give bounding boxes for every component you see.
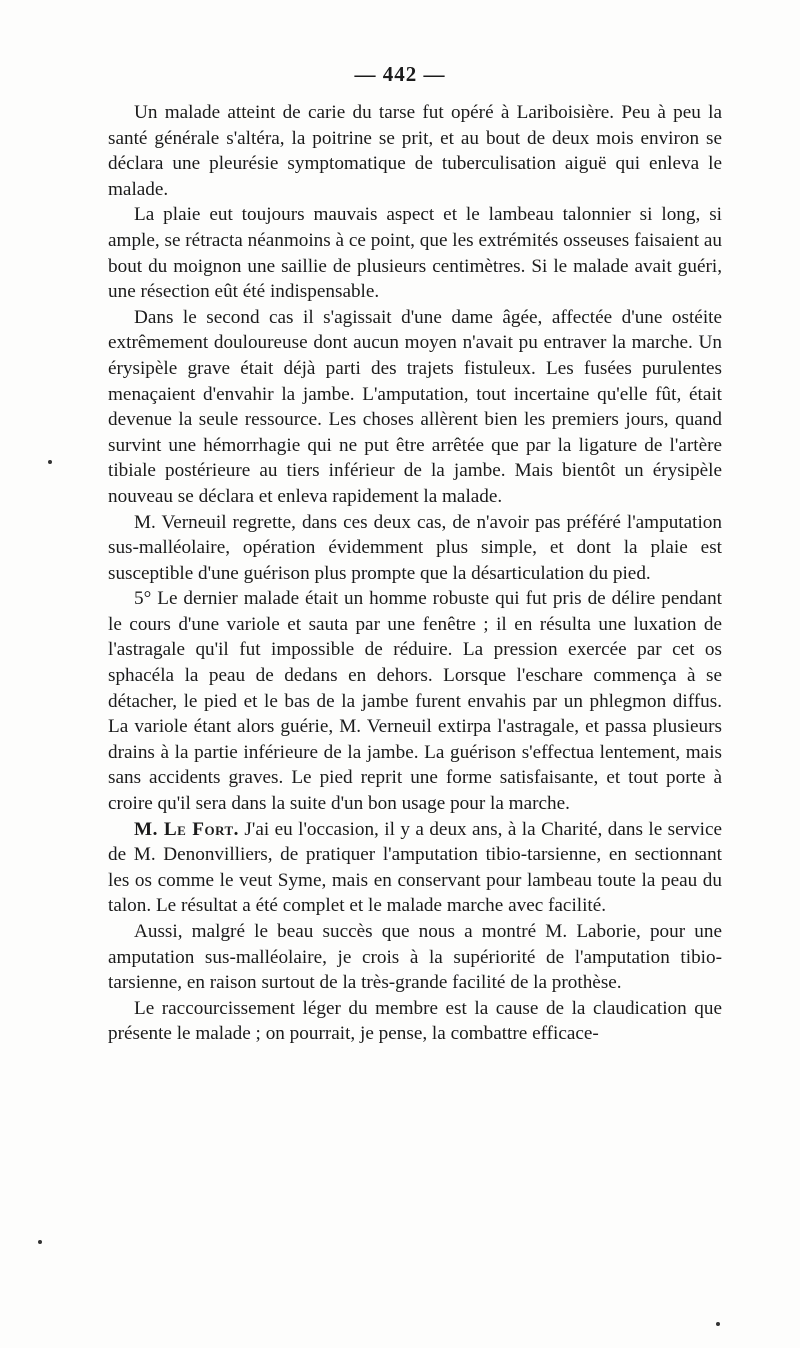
print-speck <box>48 460 52 464</box>
text-body <box>108 100 722 1047</box>
paragraph-1: Un malade atteint de carie du tarse fut opéré à Lariboisière. Peu à peu la santé générale s'altéra, la poitrine se prit, et au bout de deux mois environ se déclara une pleurésie symptomatique de tuberculisation aiguë qui enleva le malade. <box>108 102 722 200</box>
page-number: — 442 — <box>354 62 446 86</box>
print-speck <box>38 1240 42 1244</box>
print-speck <box>716 1322 720 1326</box>
paragraph-3: Dans le second cas il s'agissait d'une dame âgée, affectée d'une ostéite extrêmement douloureuse dont aucun moyen n'avait pu entraver la marche. Un érysipèle grave était déjà parti des trajets fistuleux. Les fusées purulentes menaçaient d'envahir la jambe. L'amputation, tout incertaine qu'elle fût, était devenue la seule ressource. Les choses allèrent bien les premiers jours, quand survint une hémorrhagie qui ne put être arrêtée que par la ligature de l'artère tibiale postérieure au tiers inférieur de la jambe. Mais bientôt un érysipèle nouveau se déclara et enleva rapidement la malade. <box>108 306 722 507</box>
paragraph-5: 5° Le dernier malade était un homme robuste qui fut pris de délire pendant le cours d'une variole et sauta par une fenêtre ; il en résulta une luxation de l'astragale qu'il fut impossible de réduire. La pression exercée par cet os sphacéla la peau de dedans en dehors. Lorsque l'eschare commença à se détacher, le pied et le bas de la jambe furent envahis par un phlegmon diffus. La variole étant alors guérie, M. Verneuil extirpa l'astragale, et passa plusieurs drains à la partie inférieure de la jambe. La guérison s'effectua lentement, mais sans accidents graves. Le pied reprit une forme satisfaisante, et tout porte à croire qu'il sera dans la suite d'un bon usage pour la marche. <box>108 588 722 815</box>
paragraph-4: M. Verneuil regrette, dans ces deux cas, de n'avoir pas préféré l'amputation sus-malléolaire, opération évidemment plus simple, et dont la plaie est susceptible d'une guérison plus prompte que la désarticulation du pied. <box>108 511 722 584</box>
paragraph-2: La plaie eut toujours mauvais aspect et le lambeau talonnier si long, si ample, se rétracta néanmoins à ce point, que les extrémités osseuses faisaient au bout du moignon une saillie de plusieurs centimètres. Si le malade avait guéri, une résection eût été indispensable. <box>108 204 722 303</box>
paragraph-6-text: J'ai eu l'occasion, il y a deux ans, à la Charité, dans le service de M. Denonvilliers, de pratiquer l'amputation tibio-tarsienne, en sectionnant les os comme le veut Syme, mais en conservant pour lambeau toute la peau du talon. Le résultat a été complet et le malade marche avec facilité. <box>108 818 722 917</box>
paragraph-6 <box>108 817 722 919</box>
paragraph-7: Aussi, malgré le beau succès que nous a montré M. Laborie, pour une amputation sus-malléolaire, je crois à la supériorité de l'amputation tibio-tarsienne, en raison surtout de la très-grande facilité de la prothèse. <box>108 921 722 994</box>
paragraph-8: Le raccourcissement léger du membre est la cause de la claudication que présente le malade ; on pourrait, je pense, la combattre efficace- <box>108 997 722 1045</box>
speaker-name: M. Le Fort. <box>134 818 239 840</box>
